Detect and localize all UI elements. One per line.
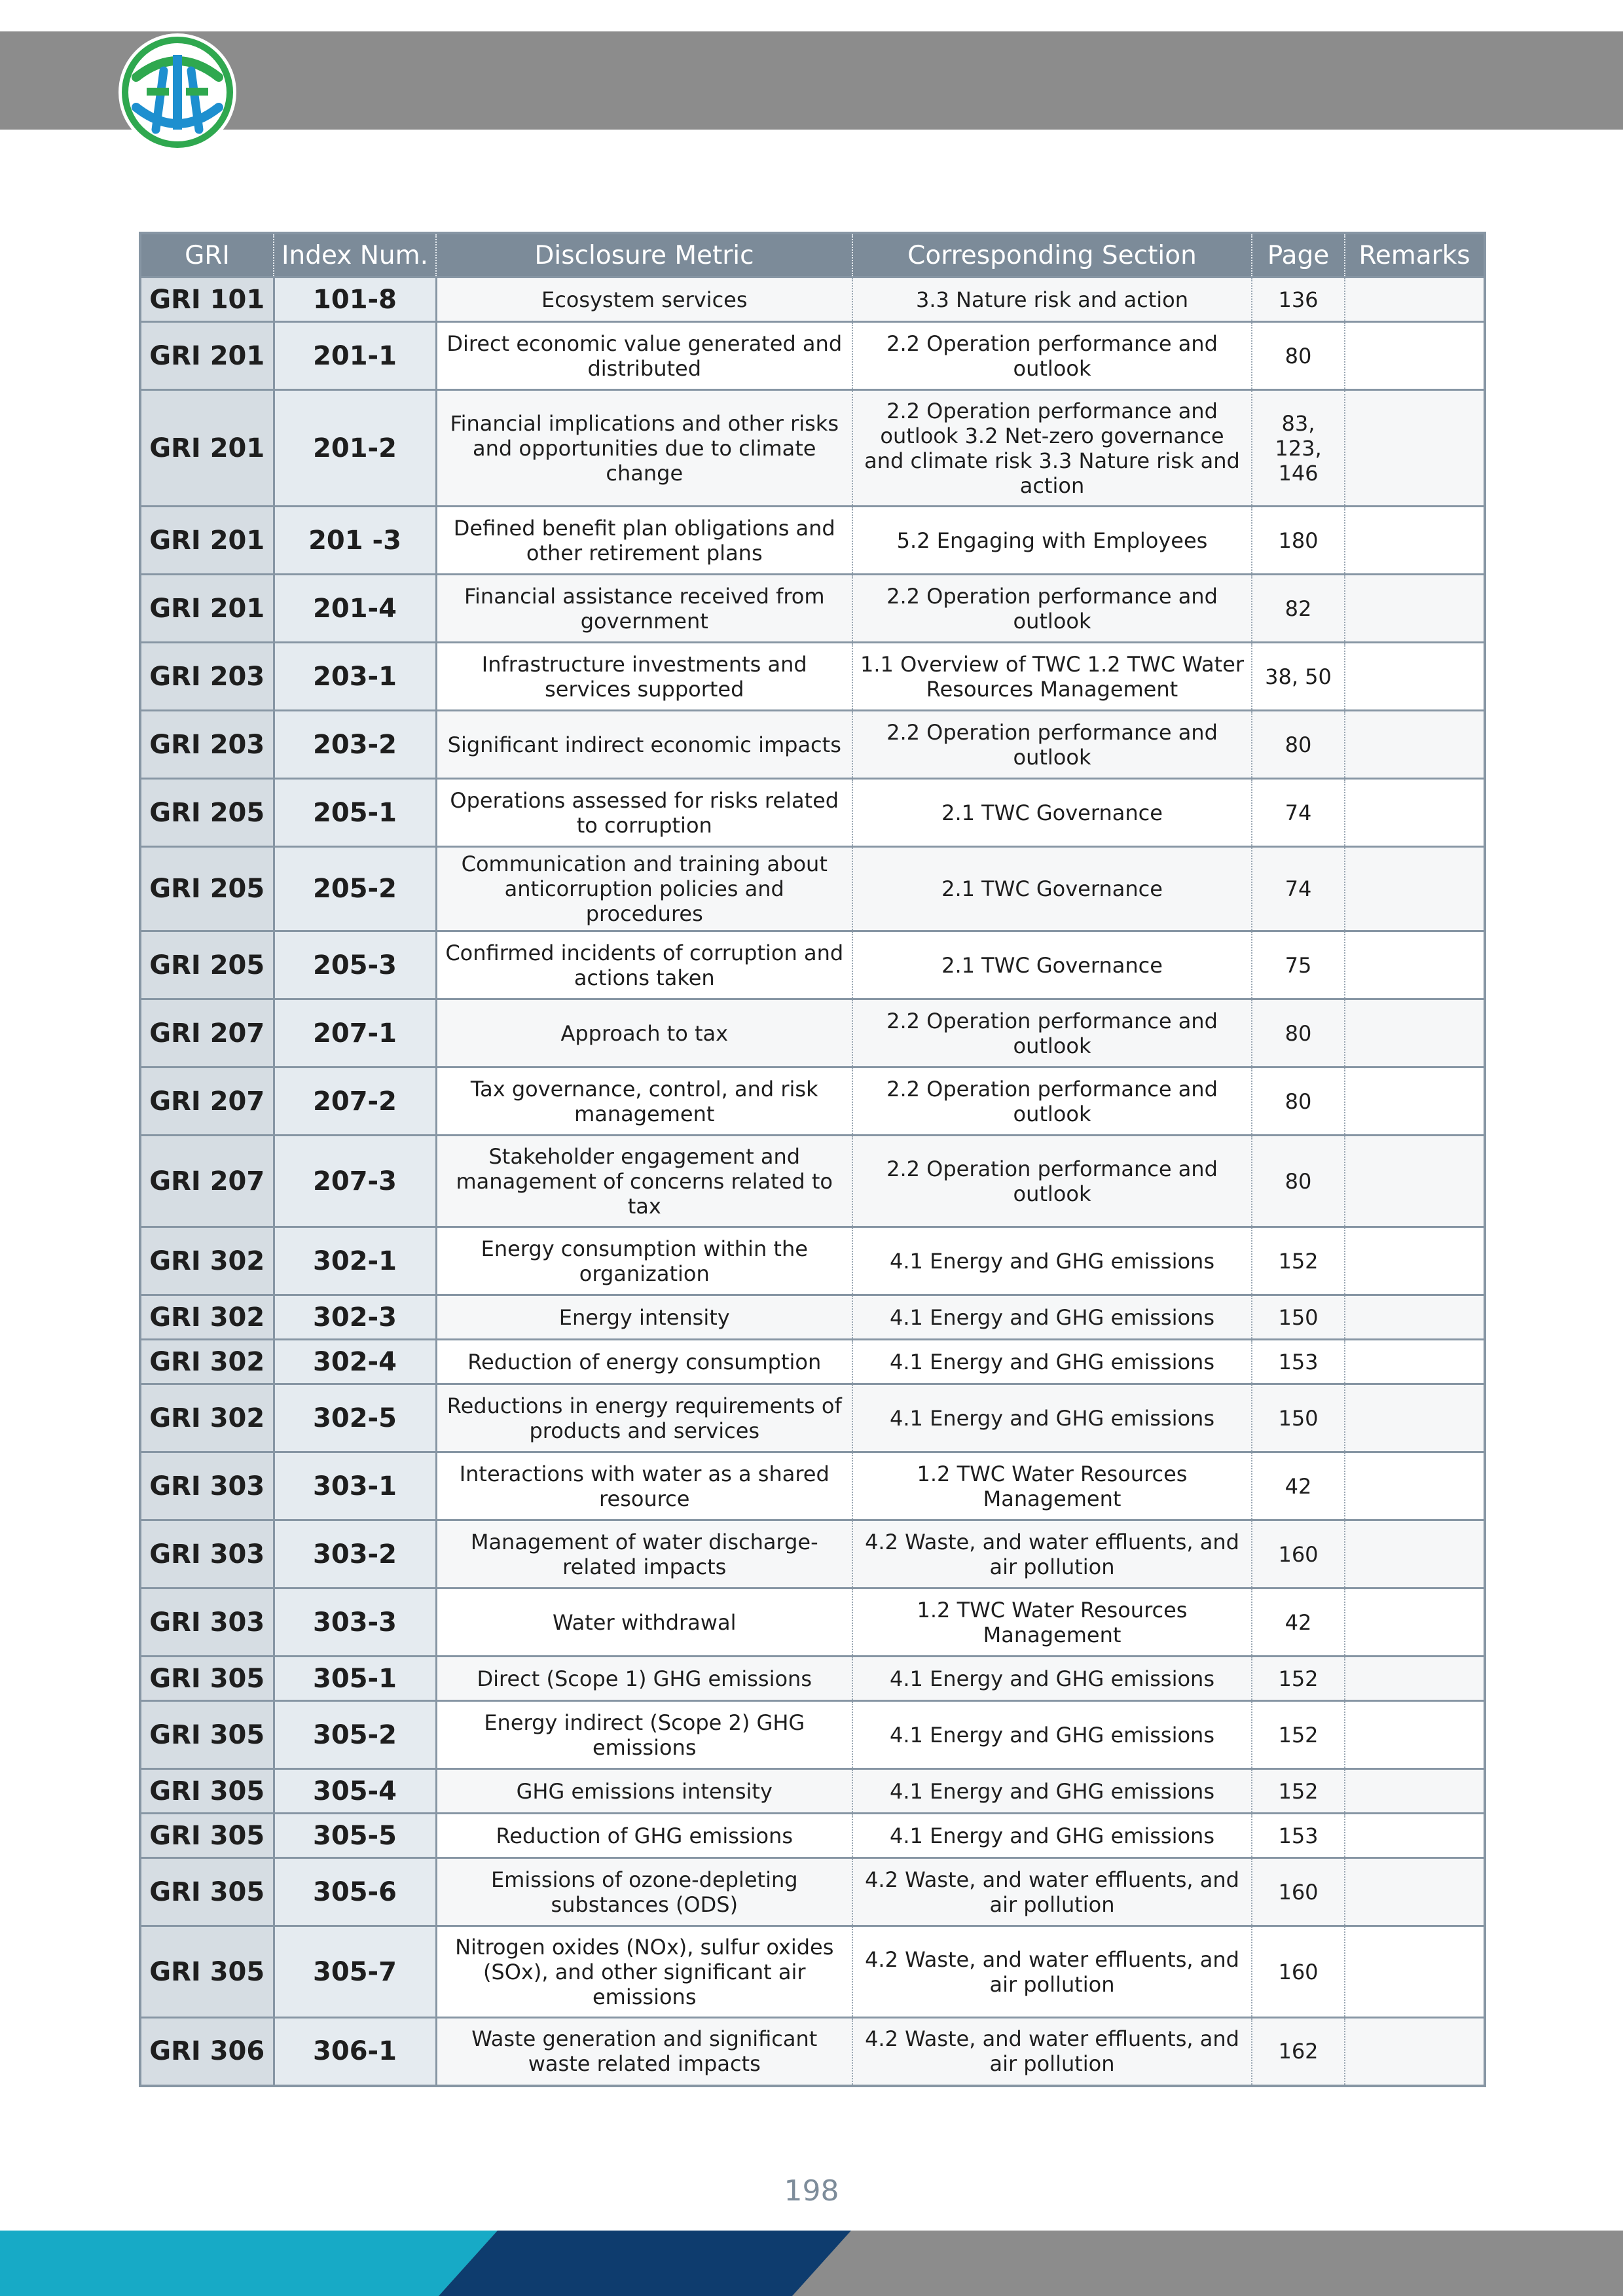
header-band <box>0 31 1623 130</box>
index-num-cell: 207-3 <box>274 1136 436 1227</box>
page-cell: 152 <box>1252 1657 1345 1701</box>
corresponding-section-cell: 4.2 Waste, and water effluents, and air pollution <box>852 1520 1252 1588</box>
disclosure-metric-cell: Confirmed incidents of corruption and actions taken <box>436 931 852 999</box>
index-num-cell: 205-1 <box>274 779 436 847</box>
remarks-cell <box>1345 1136 1485 1227</box>
corresponding-section-cell: 2.2 Operation performance and outlook <box>852 711 1252 779</box>
table-row <box>140 847 1485 931</box>
table-row <box>140 1520 1485 1588</box>
index-num-cell: 306-1 <box>274 2018 436 2086</box>
gri-code-cell: GRI 203 <box>140 643 274 711</box>
remarks-cell <box>1345 390 1485 507</box>
page-cell: 38, 50 <box>1252 643 1345 711</box>
page-cell: 160 <box>1252 1926 1345 2018</box>
page-cell: 150 <box>1252 1384 1345 1452</box>
page-cell: 75 <box>1252 931 1345 999</box>
remarks-cell <box>1345 1452 1485 1520</box>
index-num-cell: 305-2 <box>274 1701 436 1769</box>
footer-band <box>0 2231 1623 2296</box>
corresponding-section-cell: 2.1 TWC Governance <box>852 847 1252 931</box>
disclosure-metric-cell: Energy intensity <box>436 1295 852 1340</box>
gri-code-cell: GRI 305 <box>140 1814 274 1858</box>
disclosure-metric-cell: Reduction of GHG emissions <box>436 1814 852 1858</box>
remarks-cell <box>1345 931 1485 999</box>
gri-code-cell: GRI 302 <box>140 1295 274 1340</box>
corresponding-section-cell: 4.1 Energy and GHG emissions <box>852 1227 1252 1295</box>
remarks-cell <box>1345 1814 1485 1858</box>
corresponding-section-cell: 4.2 Waste, and water effluents, and air pollution <box>852 2018 1252 2086</box>
page-cell: 162 <box>1252 2018 1345 2086</box>
corresponding-section-cell: 2.2 Operation performance and outlook <box>852 322 1252 390</box>
corresponding-section-cell: 2.2 Operation performance and outlook <box>852 1136 1252 1227</box>
gri-code-cell: GRI 303 <box>140 1452 274 1520</box>
index-num-cell: 302-1 <box>274 1227 436 1295</box>
remarks-cell <box>1345 1588 1485 1657</box>
index-num-cell: 305-1 <box>274 1657 436 1701</box>
remarks-cell <box>1345 1067 1485 1136</box>
page-cell: 150 <box>1252 1295 1345 1340</box>
page-cell: 152 <box>1252 1227 1345 1295</box>
gri-code-cell: GRI 201 <box>140 507 274 575</box>
header-remarks: Remarks <box>1345 233 1485 278</box>
corresponding-section-cell: 2.1 TWC Governance <box>852 779 1252 847</box>
remarks-cell <box>1345 2018 1485 2086</box>
disclosure-metric-cell: Waste generation and significant waste related impacts <box>436 2018 852 2086</box>
gri-code-cell: GRI 305 <box>140 1858 274 1926</box>
remarks-cell <box>1345 1520 1485 1588</box>
footer-navy-band <box>439 2231 851 2296</box>
corresponding-section-cell: 5.2 Engaging with Employees <box>852 507 1252 575</box>
page-cell: 83, 123, 146 <box>1252 390 1345 507</box>
page-cell: 80 <box>1252 999 1345 1067</box>
disclosure-metric-cell: GHG emissions intensity <box>436 1769 852 1814</box>
index-num-cell: 302-3 <box>274 1295 436 1340</box>
corresponding-section-cell: 2.2 Operation performance and outlook 3.2 Net-zero governance and climate risk 3.3 Nature risk and action <box>852 390 1252 507</box>
gri-code-cell: GRI 201 <box>140 575 274 643</box>
gri-code-cell: GRI 205 <box>140 847 274 931</box>
table-row <box>140 1858 1485 1926</box>
gri-index-table <box>139 232 1486 2087</box>
index-num-cell: 305-5 <box>274 1814 436 1858</box>
index-num-cell: 305-4 <box>274 1769 436 1814</box>
index-num-cell: 207-1 <box>274 999 436 1067</box>
gri-code-cell: GRI 207 <box>140 999 274 1067</box>
remarks-cell <box>1345 847 1485 931</box>
remarks-cell <box>1345 1227 1485 1295</box>
table-row <box>140 1588 1485 1657</box>
disclosure-metric-cell: Reduction of energy consumption <box>436 1340 852 1384</box>
remarks-cell <box>1345 1295 1485 1340</box>
page-cell: 180 <box>1252 507 1345 575</box>
table-row <box>140 1701 1485 1769</box>
gri-code-cell: GRI 306 <box>140 2018 274 2086</box>
remarks-cell <box>1345 278 1485 322</box>
remarks-cell <box>1345 1384 1485 1452</box>
index-num-cell: 305-6 <box>274 1858 436 1926</box>
disclosure-metric-cell: Ecosystem services <box>436 278 852 322</box>
remarks-cell <box>1345 711 1485 779</box>
remarks-cell <box>1345 1657 1485 1701</box>
index-num-cell: 203-2 <box>274 711 436 779</box>
gri-code-cell: GRI 303 <box>140 1588 274 1657</box>
table-row <box>140 575 1485 643</box>
page-cell: 160 <box>1252 1858 1345 1926</box>
page-cell: 74 <box>1252 847 1345 931</box>
table-row <box>140 999 1485 1067</box>
page-cell: 136 <box>1252 278 1345 322</box>
table-row <box>140 931 1485 999</box>
index-num-cell: 203-1 <box>274 643 436 711</box>
disclosure-metric-cell: Stakeholder engagement and management of concerns related to tax <box>436 1136 852 1227</box>
disclosure-metric-cell: Reductions in energy requirements of products and services <box>436 1384 852 1452</box>
page-cell: 152 <box>1252 1769 1345 1814</box>
corresponding-section-cell: 2.2 Operation performance and outlook <box>852 575 1252 643</box>
table-row <box>140 1136 1485 1227</box>
disclosure-metric-cell: Interactions with water as a shared resource <box>436 1452 852 1520</box>
gri-code-cell: GRI 205 <box>140 931 274 999</box>
disclosure-metric-cell: Approach to tax <box>436 999 852 1067</box>
corresponding-section-cell: 4.2 Waste, and water effluents, and air pollution <box>852 1926 1252 2018</box>
gri-code-cell: GRI 305 <box>140 1657 274 1701</box>
page-cell: 152 <box>1252 1701 1345 1769</box>
corresponding-section-cell: 2.2 Operation performance and outlook <box>852 1067 1252 1136</box>
remarks-cell <box>1345 1858 1485 1926</box>
corresponding-section-cell: 4.1 Energy and GHG emissions <box>852 1340 1252 1384</box>
corresponding-section-cell: 1.2 TWC Water Resources Management <box>852 1452 1252 1520</box>
table-row <box>140 1657 1485 1701</box>
index-num-cell: 201 -3 <box>274 507 436 575</box>
page-cell: 153 <box>1252 1814 1345 1858</box>
index-num-cell: 201-4 <box>274 575 436 643</box>
corresponding-section-cell: 2.2 Operation performance and outlook <box>852 999 1252 1067</box>
remarks-cell <box>1345 1340 1485 1384</box>
twc-logo-icon <box>117 31 238 153</box>
disclosure-metric-cell: Management of water discharge-related impacts <box>436 1520 852 1588</box>
page-cell: 80 <box>1252 711 1345 779</box>
index-num-cell: 305-7 <box>274 1926 436 2018</box>
table-row <box>140 1067 1485 1136</box>
corresponding-section-cell: 2.1 TWC Governance <box>852 931 1252 999</box>
gri-code-cell: GRI 101 <box>140 278 274 322</box>
remarks-cell <box>1345 779 1485 847</box>
corresponding-section-cell: 1.1 Overview of TWC 1.2 TWC Water Resources Management <box>852 643 1252 711</box>
table-row <box>140 507 1485 575</box>
index-num-cell: 303-2 <box>274 1520 436 1588</box>
index-num-cell: 303-3 <box>274 1588 436 1657</box>
page-cell: 42 <box>1252 1452 1345 1520</box>
table-row <box>140 711 1485 779</box>
index-num-cell: 201-2 <box>274 390 436 507</box>
corresponding-section-cell: 4.1 Energy and GHG emissions <box>852 1657 1252 1701</box>
remarks-cell <box>1345 575 1485 643</box>
remarks-cell <box>1345 1926 1485 2018</box>
table-row <box>140 1227 1485 1295</box>
corresponding-section-cell: 4.1 Energy and GHG emissions <box>852 1701 1252 1769</box>
gri-code-cell: GRI 302 <box>140 1227 274 1295</box>
index-num-cell: 201-1 <box>274 322 436 390</box>
table-row <box>140 278 1485 322</box>
table-row <box>140 1769 1485 1814</box>
disclosure-metric-cell: Energy consumption within the organization <box>436 1227 852 1295</box>
gri-code-cell: GRI 207 <box>140 1067 274 1136</box>
header-disclosure-metric: Disclosure Metric <box>436 233 852 278</box>
index-num-cell: 205-3 <box>274 931 436 999</box>
gri-code-cell: GRI 305 <box>140 1926 274 2018</box>
disclosure-metric-cell: Operations assessed for risks related to corruption <box>436 779 852 847</box>
disclosure-metric-cell: Significant indirect economic impacts <box>436 711 852 779</box>
corresponding-section-cell: 1.2 TWC Water Resources Management <box>852 1588 1252 1657</box>
table-row <box>140 1340 1485 1384</box>
index-num-cell: 302-5 <box>274 1384 436 1452</box>
disclosure-metric-cell: Infrastructure investments and services supported <box>436 643 852 711</box>
disclosure-metric-cell: Direct (Scope 1) GHG emissions <box>436 1657 852 1701</box>
disclosure-metric-cell: Energy indirect (Scope 2) GHG emissions <box>436 1701 852 1769</box>
corresponding-section-cell: 4.1 Energy and GHG emissions <box>852 1769 1252 1814</box>
table-row <box>140 1384 1485 1452</box>
page-cell: 42 <box>1252 1588 1345 1657</box>
page-cell: 80 <box>1252 1067 1345 1136</box>
gri-code-cell: GRI 203 <box>140 711 274 779</box>
table-row <box>140 322 1485 390</box>
disclosure-metric-cell: Defined benefit plan obligations and other retirement plans <box>436 507 852 575</box>
page-cell: 82 <box>1252 575 1345 643</box>
remarks-cell <box>1345 1701 1485 1769</box>
disclosure-metric-cell: Tax governance, control, and risk management <box>436 1067 852 1136</box>
footer-cyan-band <box>0 2231 498 2296</box>
disclosure-metric-cell: Financial assistance received from government <box>436 575 852 643</box>
gri-code-cell: GRI 201 <box>140 322 274 390</box>
gri-code-cell: GRI 302 <box>140 1384 274 1452</box>
disclosure-metric-cell: Emissions of ozone-depleting substances (ODS) <box>436 1858 852 1926</box>
index-num-cell: 205-2 <box>274 847 436 931</box>
table-row <box>140 2018 1485 2086</box>
header-corresponding-section: Corresponding Section <box>852 233 1252 278</box>
corresponding-section-cell: 3.3 Nature risk and action <box>852 278 1252 322</box>
gri-code-cell: GRI 305 <box>140 1769 274 1814</box>
index-num-cell: 302-4 <box>274 1340 436 1384</box>
disclosure-metric-cell: Water withdrawal <box>436 1588 852 1657</box>
header-page: Page <box>1252 233 1345 278</box>
gri-code-cell: GRI 303 <box>140 1520 274 1588</box>
disclosure-metric-cell: Nitrogen oxides (NOx), sulfur oxides (SOx), and other significant air emissions <box>436 1926 852 2018</box>
page-number: 198 <box>784 2174 839 2208</box>
index-num-cell: 101-8 <box>274 278 436 322</box>
index-num-cell: 207-2 <box>274 1067 436 1136</box>
gri-code-cell: GRI 305 <box>140 1701 274 1769</box>
remarks-cell <box>1345 507 1485 575</box>
table-row <box>140 1814 1485 1858</box>
table-header-row <box>140 233 1485 278</box>
gri-code-cell: GRI 205 <box>140 779 274 847</box>
disclosure-metric-cell: Communication and training about anticorruption policies and procedures <box>436 847 852 931</box>
table-row <box>140 390 1485 507</box>
corresponding-section-cell: 4.2 Waste, and water effluents, and air pollution <box>852 1858 1252 1926</box>
table-row <box>140 1295 1485 1340</box>
table-row <box>140 643 1485 711</box>
page-cell: 160 <box>1252 1520 1345 1588</box>
remarks-cell <box>1345 1769 1485 1814</box>
corresponding-section-cell: 4.1 Energy and GHG emissions <box>852 1295 1252 1340</box>
page-cell: 153 <box>1252 1340 1345 1384</box>
header-index-num: Index Num. <box>274 233 436 278</box>
gri-code-cell: GRI 302 <box>140 1340 274 1384</box>
remarks-cell <box>1345 999 1485 1067</box>
header-gri: GRI <box>140 233 274 278</box>
page-cell: 74 <box>1252 779 1345 847</box>
remarks-cell <box>1345 322 1485 390</box>
corresponding-section-cell: 4.1 Energy and GHG emissions <box>852 1384 1252 1452</box>
corresponding-section-cell: 4.1 Energy and GHG emissions <box>852 1814 1252 1858</box>
page-cell: 80 <box>1252 322 1345 390</box>
gri-code-cell: GRI 201 <box>140 390 274 507</box>
gri-code-cell: GRI 207 <box>140 1136 274 1227</box>
disclosure-metric-cell: Financial implications and other risks and opportunities due to climate change <box>436 390 852 507</box>
table-row <box>140 1926 1485 2018</box>
table-row <box>140 779 1485 847</box>
disclosure-metric-cell: Direct economic value generated and distributed <box>436 322 852 390</box>
table-row <box>140 1452 1485 1520</box>
page-cell: 80 <box>1252 1136 1345 1227</box>
remarks-cell <box>1345 643 1485 711</box>
index-num-cell: 303-1 <box>274 1452 436 1520</box>
